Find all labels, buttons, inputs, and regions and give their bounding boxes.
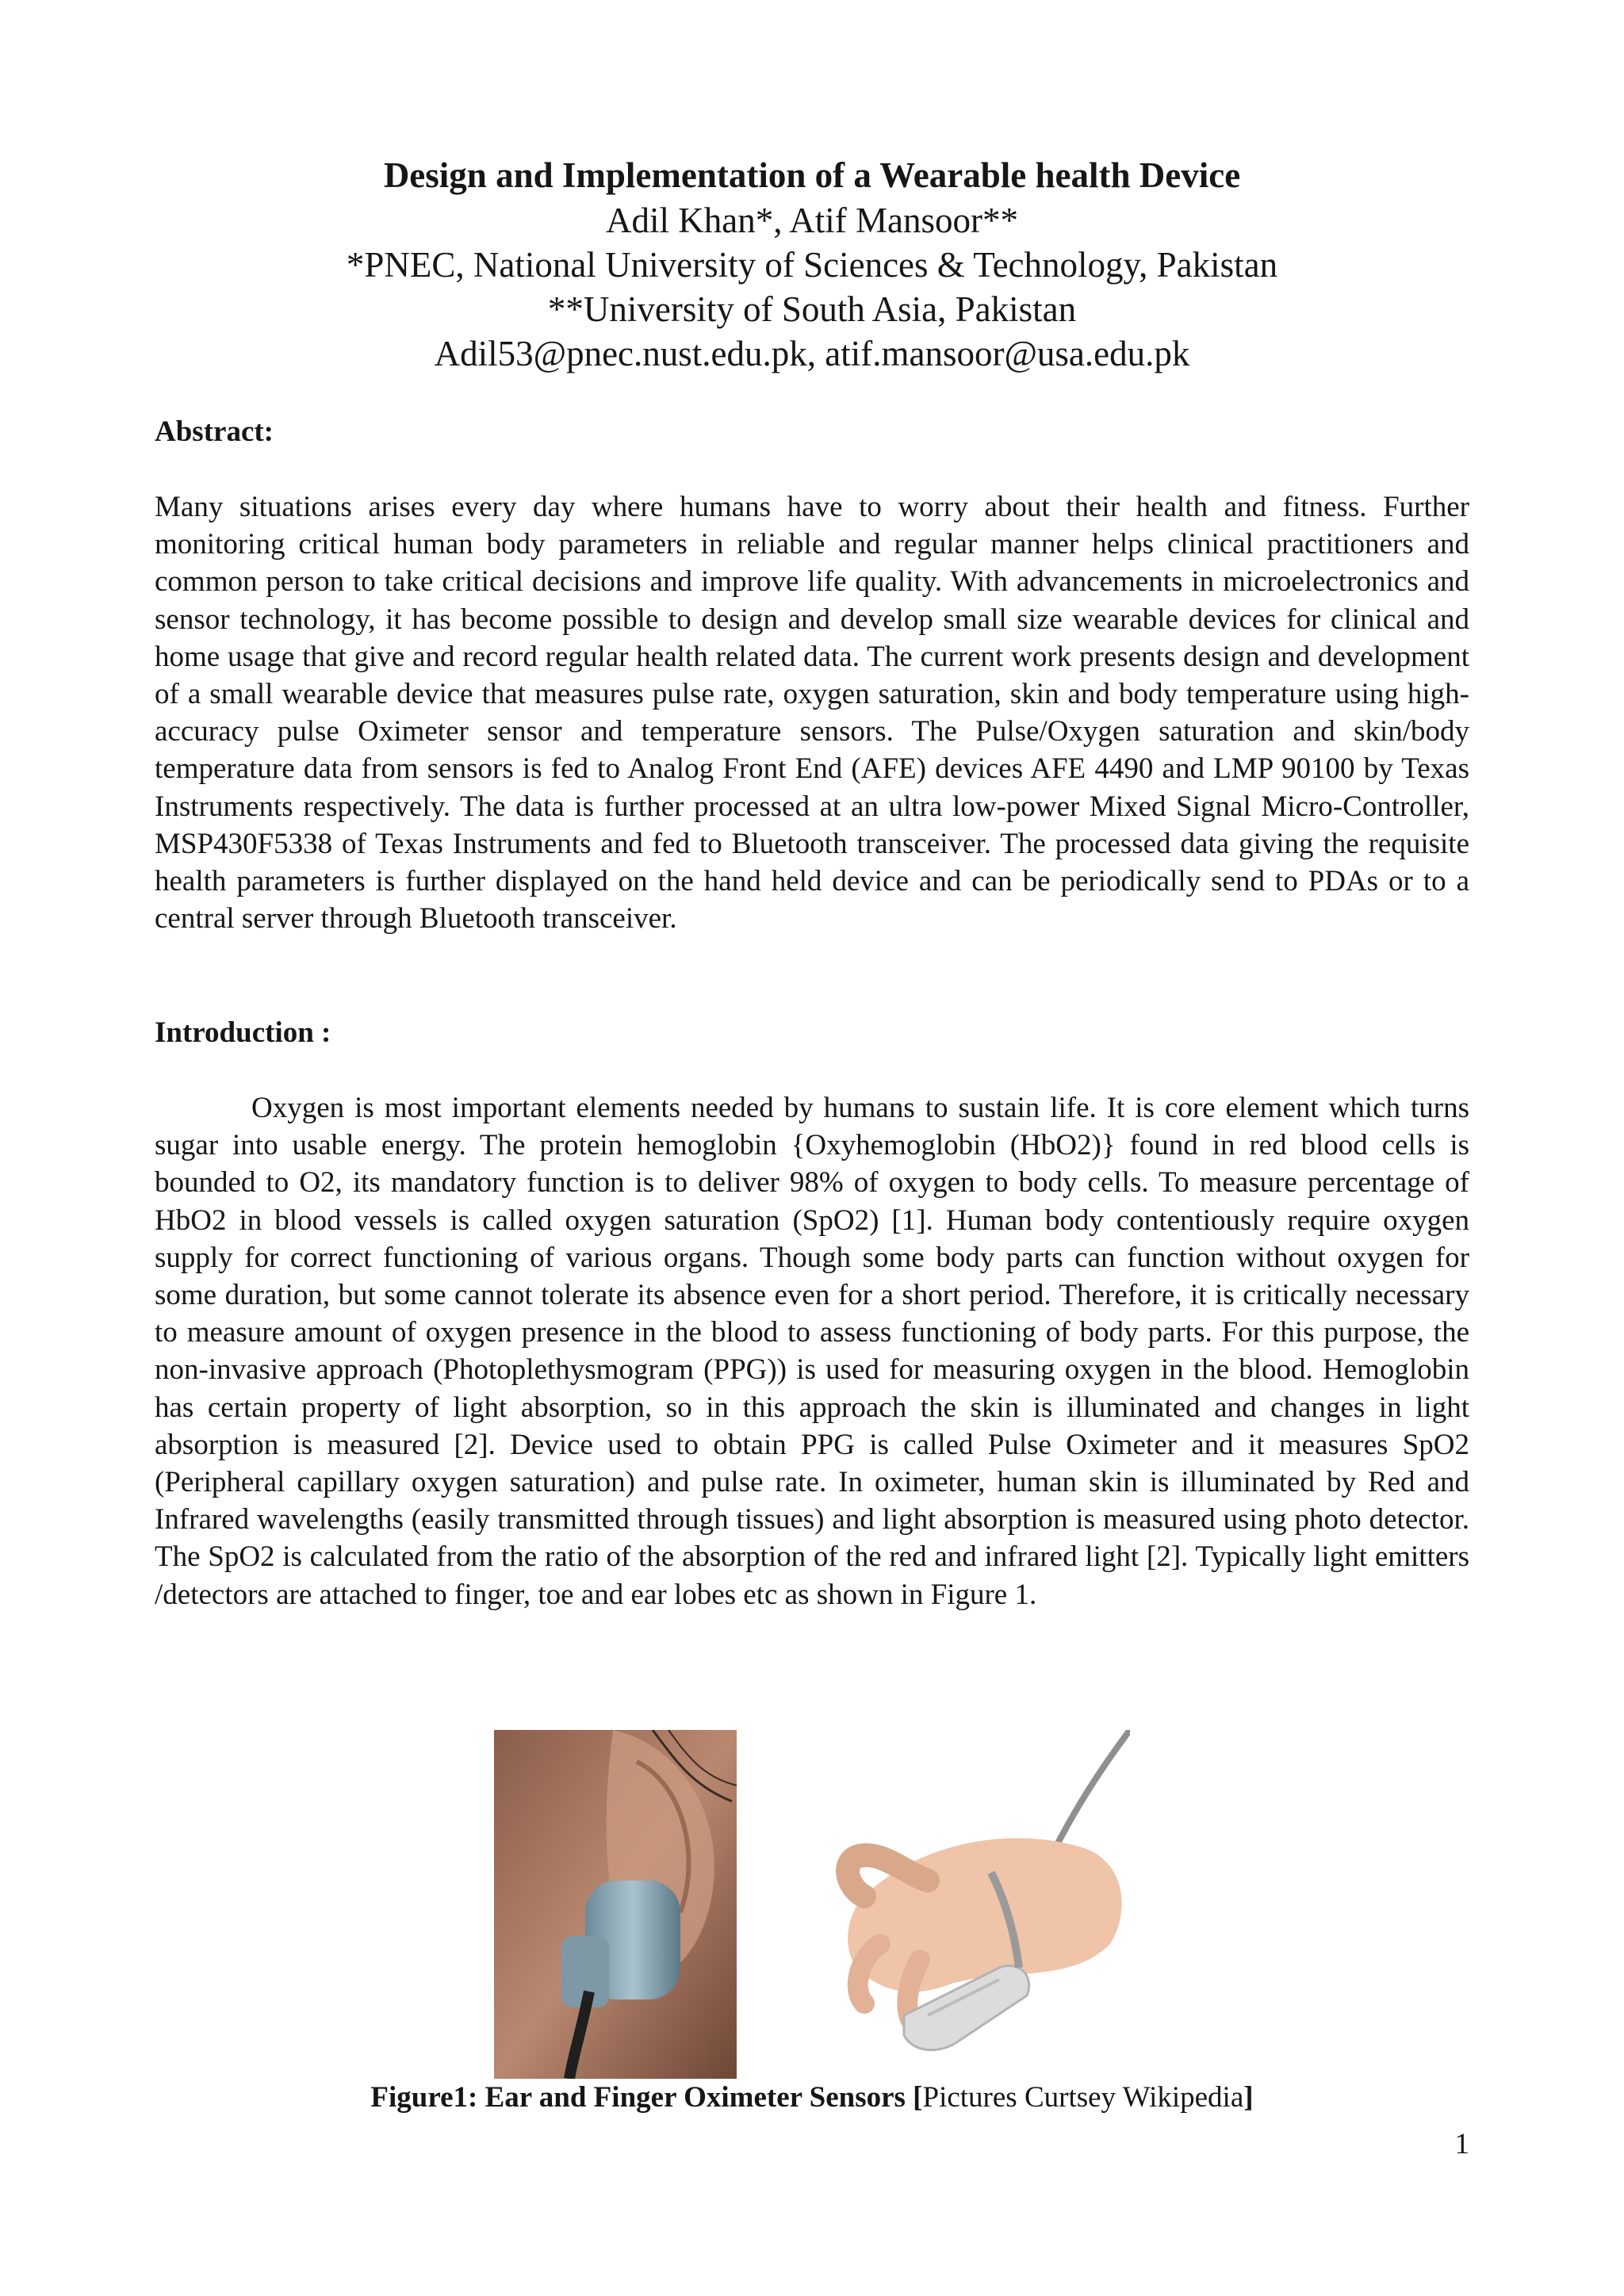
introduction-text: Oxygen is most important elements needed by humans to sustain life. It is core element which turns sugar into usable energy. The protein hemoglobin {Oxyhemoglobin (HbO2)} found in red blood cells is bounded to O2, its mandatory function is to deliver 98% of oxygen to body cells. To measure percentage of HbO2 in blood vessels is called oxygen saturation (SpO2) [1]. Human body contentiously require oxygen supply for correct functioning of various organs. Though some body parts can function without oxygen for some duration, but some cannot tolerate its absence even for a short period. Therefore, it is critically necessary to measure amount of oxygen presence in the blood to assess functioning of body parts. For this purpose, the non-invasive approach (Photoplethysmogram (PPG)) is used for measuring oxygen in the blood. Hemoglobin has certain property of light absorption, so in this approach the skin is illuminated and changes in light absorption is measured [2]. Device used to obtain PPG is called Pulse Oximeter and it measures SpO2 (Peripheral capillary oxygen saturation) and pulse rate. In oximeter, human skin is illuminated by Red and Infrared wavelengths (easily transmitted through tissues) and light absorption is measured using photo detector. The SpO2 is calculated from the ratio of the absorption of the red and infrared light [2]. Typically light emitters /detectors are attached to finger, toe and ear lobes etc as shown in Figure 1. [155,1092,1469,1611]
affiliation-2: **University of South Asia, Pakistan [547,289,1077,329]
authors: Adil Khan*, Atif Mansoor** [606,201,1018,240]
ear-oximeter-photo [494,1730,737,2079]
paper-header [155,152,1469,376]
abstract-text: Many situations arises every day where humans have to worry about their health and fitness. Further monitoring critical human body parameters in reliable and regular manner helps clinical practitioners and common person to take critical decisions and improve life quality. With advancements in microelectronics and sensor technology, it has become possible to design and develop small size wearable devices for clinical and home usage that give and record regular health related data. The current work presents design and development of a small wearable device that measures pulse rate, oxygen saturation, skin and body temperature using high-accuracy pulse Oximeter sensor and temperature sensors. The Pulse/Oxygen saturation and skin/body temperature data from sensors is fed to Analog Front End (AFE) devices AFE 4490 and LMP 90100 by Texas Instruments respectively. The data is further processed at an ultra low-power Mixed Signal Micro-Controller, MSP430F5338 of Texas Instruments and fed to Bluetooth transceiver. The processed data giving the requisite health parameters is further displayed on the hand held device and can be periodically send to PDAs or to a central server through Bluetooth transceiver. [155,491,1469,936]
figure-caption-close-bracket: ] [1243,2081,1254,2114]
figure-caption-title: Figure1: Ear and Finger Oximeter Sensors [370,2081,906,2114]
finger-oximeter-photo [809,1730,1130,2079]
author-emails: Adil53@pnec.nust.edu.pk, atif.mansoor@usa.edu.pk [434,334,1190,373]
figure-caption [155,2080,1469,2114]
affiliation-1: *PNEC, National University of Sciences & Technology, Pakistan [346,245,1278,285]
figure-caption-credit: Pictures Curtsey Wikipedia [922,2081,1244,2114]
introduction-heading: Introduction : [155,1016,331,1049]
page-number: 1 [1454,2128,1469,2160]
figure-caption-open-bracket: [ [913,2081,923,2114]
abstract-heading: Abstract: [155,415,274,448]
paper-title: Design and Implementation of a Wearable health Device [383,155,1241,195]
